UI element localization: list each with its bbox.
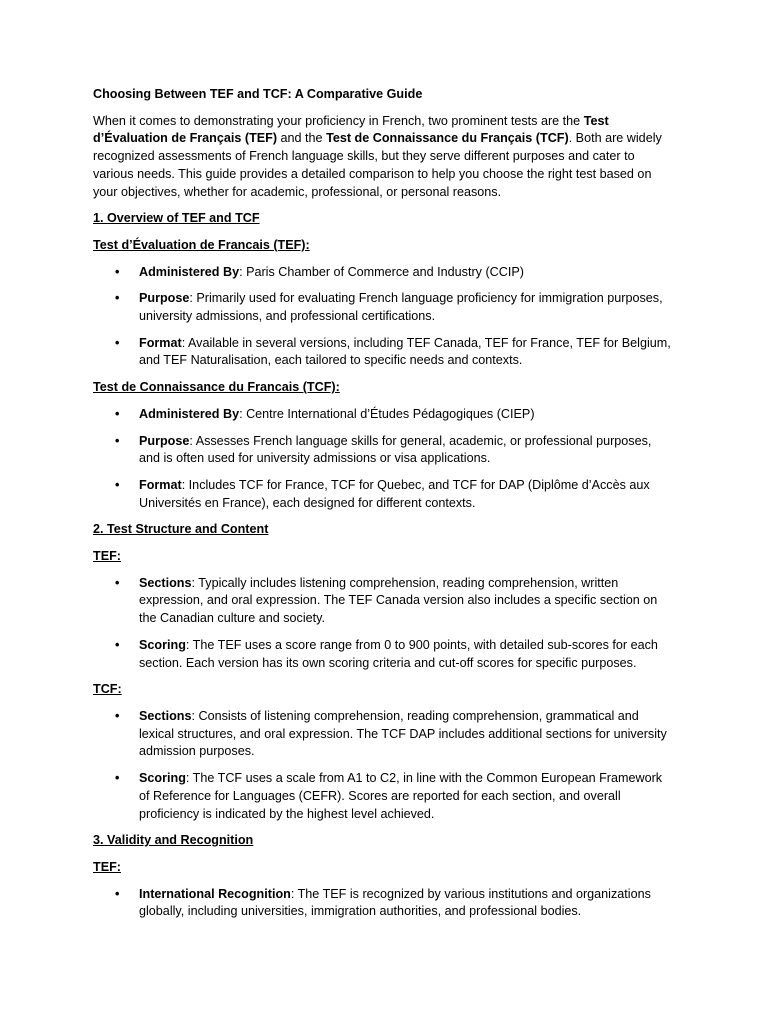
item-text: : The TCF uses a scale from A1 to C2, in line with the Common European Framework of Reference for Languages (CEFR). Scores are reported for each section, and overall proficiency is indicated by the highest level achieved. xyxy=(139,771,663,821)
item-text: : Typically includes listening comprehension, reading comprehension, written expression, and oral expression. The TEF Canada version also includes a specific section on the Canadian culture and society. xyxy=(139,575,658,626)
item-label: Purpose xyxy=(139,433,190,448)
bullet-icon: • xyxy=(115,335,120,350)
bullet-icon: • xyxy=(115,264,120,279)
list-item xyxy=(93,335,673,370)
intro-text-1: When it comes to demonstrating your proficiency in French, two prominent tests are the xyxy=(93,113,584,128)
item-text: : Includes TCF for France, TCF for Quebec, and TCF for DAP (Diplôme d’Accès aux Universités en France), each designed for different contexts. xyxy=(139,477,650,510)
intro-paragraph xyxy=(93,113,673,202)
list-item xyxy=(93,264,673,282)
bullet-icon: • xyxy=(115,771,120,786)
item-text: : Assesses French language skills for general, academic, or professional purposes, and is often used for university admissions or visa applications. xyxy=(139,433,652,466)
item-text: : The TEF is recognized by various institutions and organizations globally, including universities, immigration authorities, and professional bodies. xyxy=(139,886,651,919)
list-item xyxy=(93,770,673,823)
item-label: International Recognition xyxy=(139,886,291,901)
bullet-icon: • xyxy=(115,291,120,306)
bullet-list-tcf-structure xyxy=(93,708,673,823)
item-label: Sections xyxy=(139,575,192,590)
list-item xyxy=(93,708,673,761)
bullet-list-tef-validity xyxy=(93,886,673,921)
section-heading-validity: 3. Validity and Recognition xyxy=(93,833,254,848)
intro-tef-name: Test d’Évaluation de Français (TEF) xyxy=(93,113,609,146)
item-text: : Primarily used for evaluating French language proficiency for immigration purposes, university admissions, and professional certifications. xyxy=(139,291,663,324)
bullet-icon: • xyxy=(115,637,120,652)
bullet-icon: • xyxy=(115,433,120,448)
subheading-tcf-overview: Test de Connaissance du Francais (TCF): xyxy=(93,380,340,395)
intro-text-2: and the xyxy=(277,131,327,146)
bullet-icon: • xyxy=(115,406,120,421)
item-label: Administered By xyxy=(139,264,240,279)
subheading-tcf-structure: TCF: xyxy=(93,682,122,697)
bullet-icon: • xyxy=(115,886,120,901)
list-item xyxy=(93,290,673,325)
bullet-icon: • xyxy=(115,477,120,492)
subheading-tef-validity: TEF: xyxy=(93,859,121,874)
intro-tcf-name: Test de Connaissance du Français (TCF) xyxy=(326,131,569,146)
bullet-list-tcf-overview xyxy=(93,406,673,513)
item-label: Format xyxy=(139,477,182,492)
bullet-list-tef-overview xyxy=(93,264,673,371)
section-heading-structure: 2. Test Structure and Content xyxy=(93,522,269,537)
bullet-icon: • xyxy=(115,575,120,590)
item-text: : Paris Chamber of Commerce and Industry (CCIP) xyxy=(239,264,524,279)
list-item xyxy=(93,637,673,672)
item-label: Sections xyxy=(139,708,192,723)
document-body xyxy=(93,86,673,930)
list-item xyxy=(93,477,673,512)
section-heading-overview: 1. Overview of TEF and TCF xyxy=(93,211,260,226)
item-label: Purpose xyxy=(139,291,190,306)
list-item xyxy=(93,886,673,921)
subheading-tef-overview: Test d’Évaluation de Francais (TEF): xyxy=(93,237,310,252)
subheading-tef-structure: TEF: xyxy=(93,549,121,564)
bullet-icon: • xyxy=(115,708,120,723)
item-text: : The TEF uses a score range from 0 to 900 points, with detailed sub-scores for each section. Each version has its own scoring criteria and cut-off scores for specific purposes. xyxy=(139,637,658,670)
item-text: : Consists of listening comprehension, reading comprehension, grammatical and lexical structures, and oral expression. The TCF DAP includes additional sections for university admission purposes. xyxy=(139,708,667,759)
intro-text-3: . Both are widely recognized assessments of French language skills, but they serve different purposes and cater to various needs. This guide provides a detailed comparison to help you choose the right test based on your objectives, whether for academic, professional, or personal reasons. xyxy=(93,131,662,199)
item-label: Scoring xyxy=(139,771,186,786)
document-title: Choosing Between TEF and TCF: A Comparative Guide xyxy=(93,87,423,101)
list-item xyxy=(93,433,673,468)
bullet-list-tef-structure xyxy=(93,575,673,673)
list-item xyxy=(93,406,673,424)
item-text: : Available in several versions, including TEF Canada, TEF for France, TEF for Belgium, and TEF Naturalisation, each tailored to specific needs and contexts. xyxy=(139,335,671,368)
item-text: : Centre International d’Études Pédagogiques (CIEP) xyxy=(239,406,535,421)
list-item xyxy=(93,575,673,628)
item-label: Administered By xyxy=(139,406,240,421)
item-label: Scoring xyxy=(139,637,186,652)
item-label: Format xyxy=(139,335,182,350)
